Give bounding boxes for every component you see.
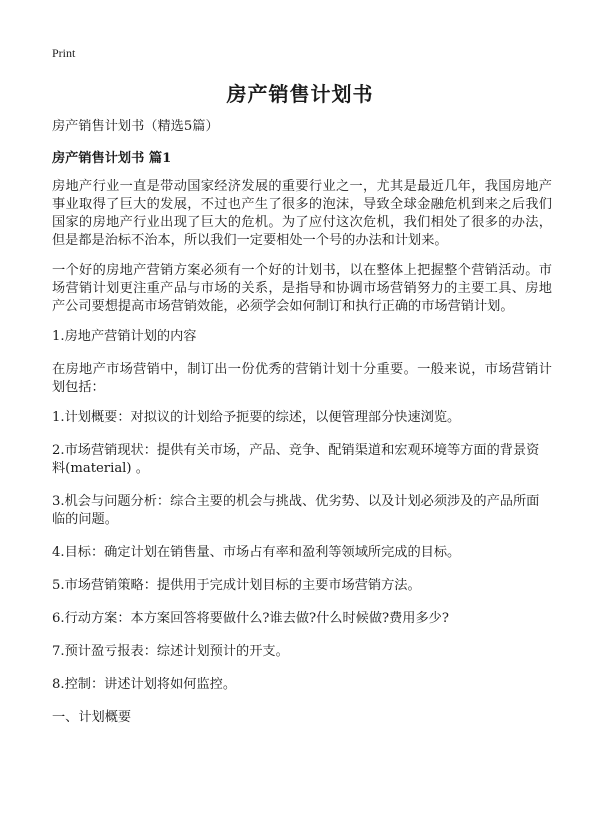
list-item: 3.机会与问题分析：综合主要的机会与挑战、优劣势、以及计划必须涉及的产品所面临的问题。 xyxy=(52,494,540,527)
list-heading: 1.房地产营销计划的内容 xyxy=(52,329,197,344)
print-link[interactable]: Print xyxy=(52,46,76,60)
list-item: 7.预计盈亏报表：综述计划预计的开支。 xyxy=(52,644,289,659)
final-heading: 一、计划概要 xyxy=(52,710,132,725)
list-item: 8.控制：讲述计划将如何监控。 xyxy=(52,677,237,692)
list-item: 6.行动方案：本方案回答将要做什么?谁去做?什么时候做?费用多少? xyxy=(52,611,449,626)
list-item: 5.市场营销策略：提供用于完成计划目标的主要市场营销方法。 xyxy=(52,578,421,593)
list-item: 1.计划概要：对拟议的计划给予扼要的综述，以便管理部分快速浏览。 xyxy=(52,410,461,425)
paragraph: 房地产行业一直是带动国家经济发展的重要行业之一，尤其是最近几年，我国房地产事业取得了巨大的发展，不过也产生了很多的泡沫，导致全球金融危机到来之后我们国家的房地产行业出现了巨大的危机。为了应付这次危机，我们相处了很多的办法，但是都是治标不治本，所以我们一定要相处一个号的办法和计划来。 xyxy=(52,179,552,248)
list-item: 4.目标：确定计划在销售量、市场占有率和盈利等领域所完成的目标。 xyxy=(52,545,461,560)
page-title: 房产销售计划书 xyxy=(226,82,374,106)
document-body xyxy=(52,118,552,742)
intro-paragraph: 在房地产市场营销中，制订出一份优秀的营销计划十分重要。一般来说，市场营销计划包括： xyxy=(52,362,552,395)
document-subtitle: 房产销售计划书（精选5篇） xyxy=(52,119,219,134)
list-item: 2.市场营销现状：提供有关市场，产品、竞争、配销渠道和宏观环境等方面的背景资料(material) 。 xyxy=(52,443,540,476)
section-heading: 房产销售计划书 篇1 xyxy=(52,151,172,166)
paragraph: 一个好的房地产营销方案必须有一个好的计划书，以在整体上把握整个营销活动。市场营销计划更注重产品与市场的关系，是指导和协调市场营销努力的主要工具、房地产公司要想提高市场营销效能，必须学会如何制订和执行正确的市场营销计划。 xyxy=(52,263,552,314)
